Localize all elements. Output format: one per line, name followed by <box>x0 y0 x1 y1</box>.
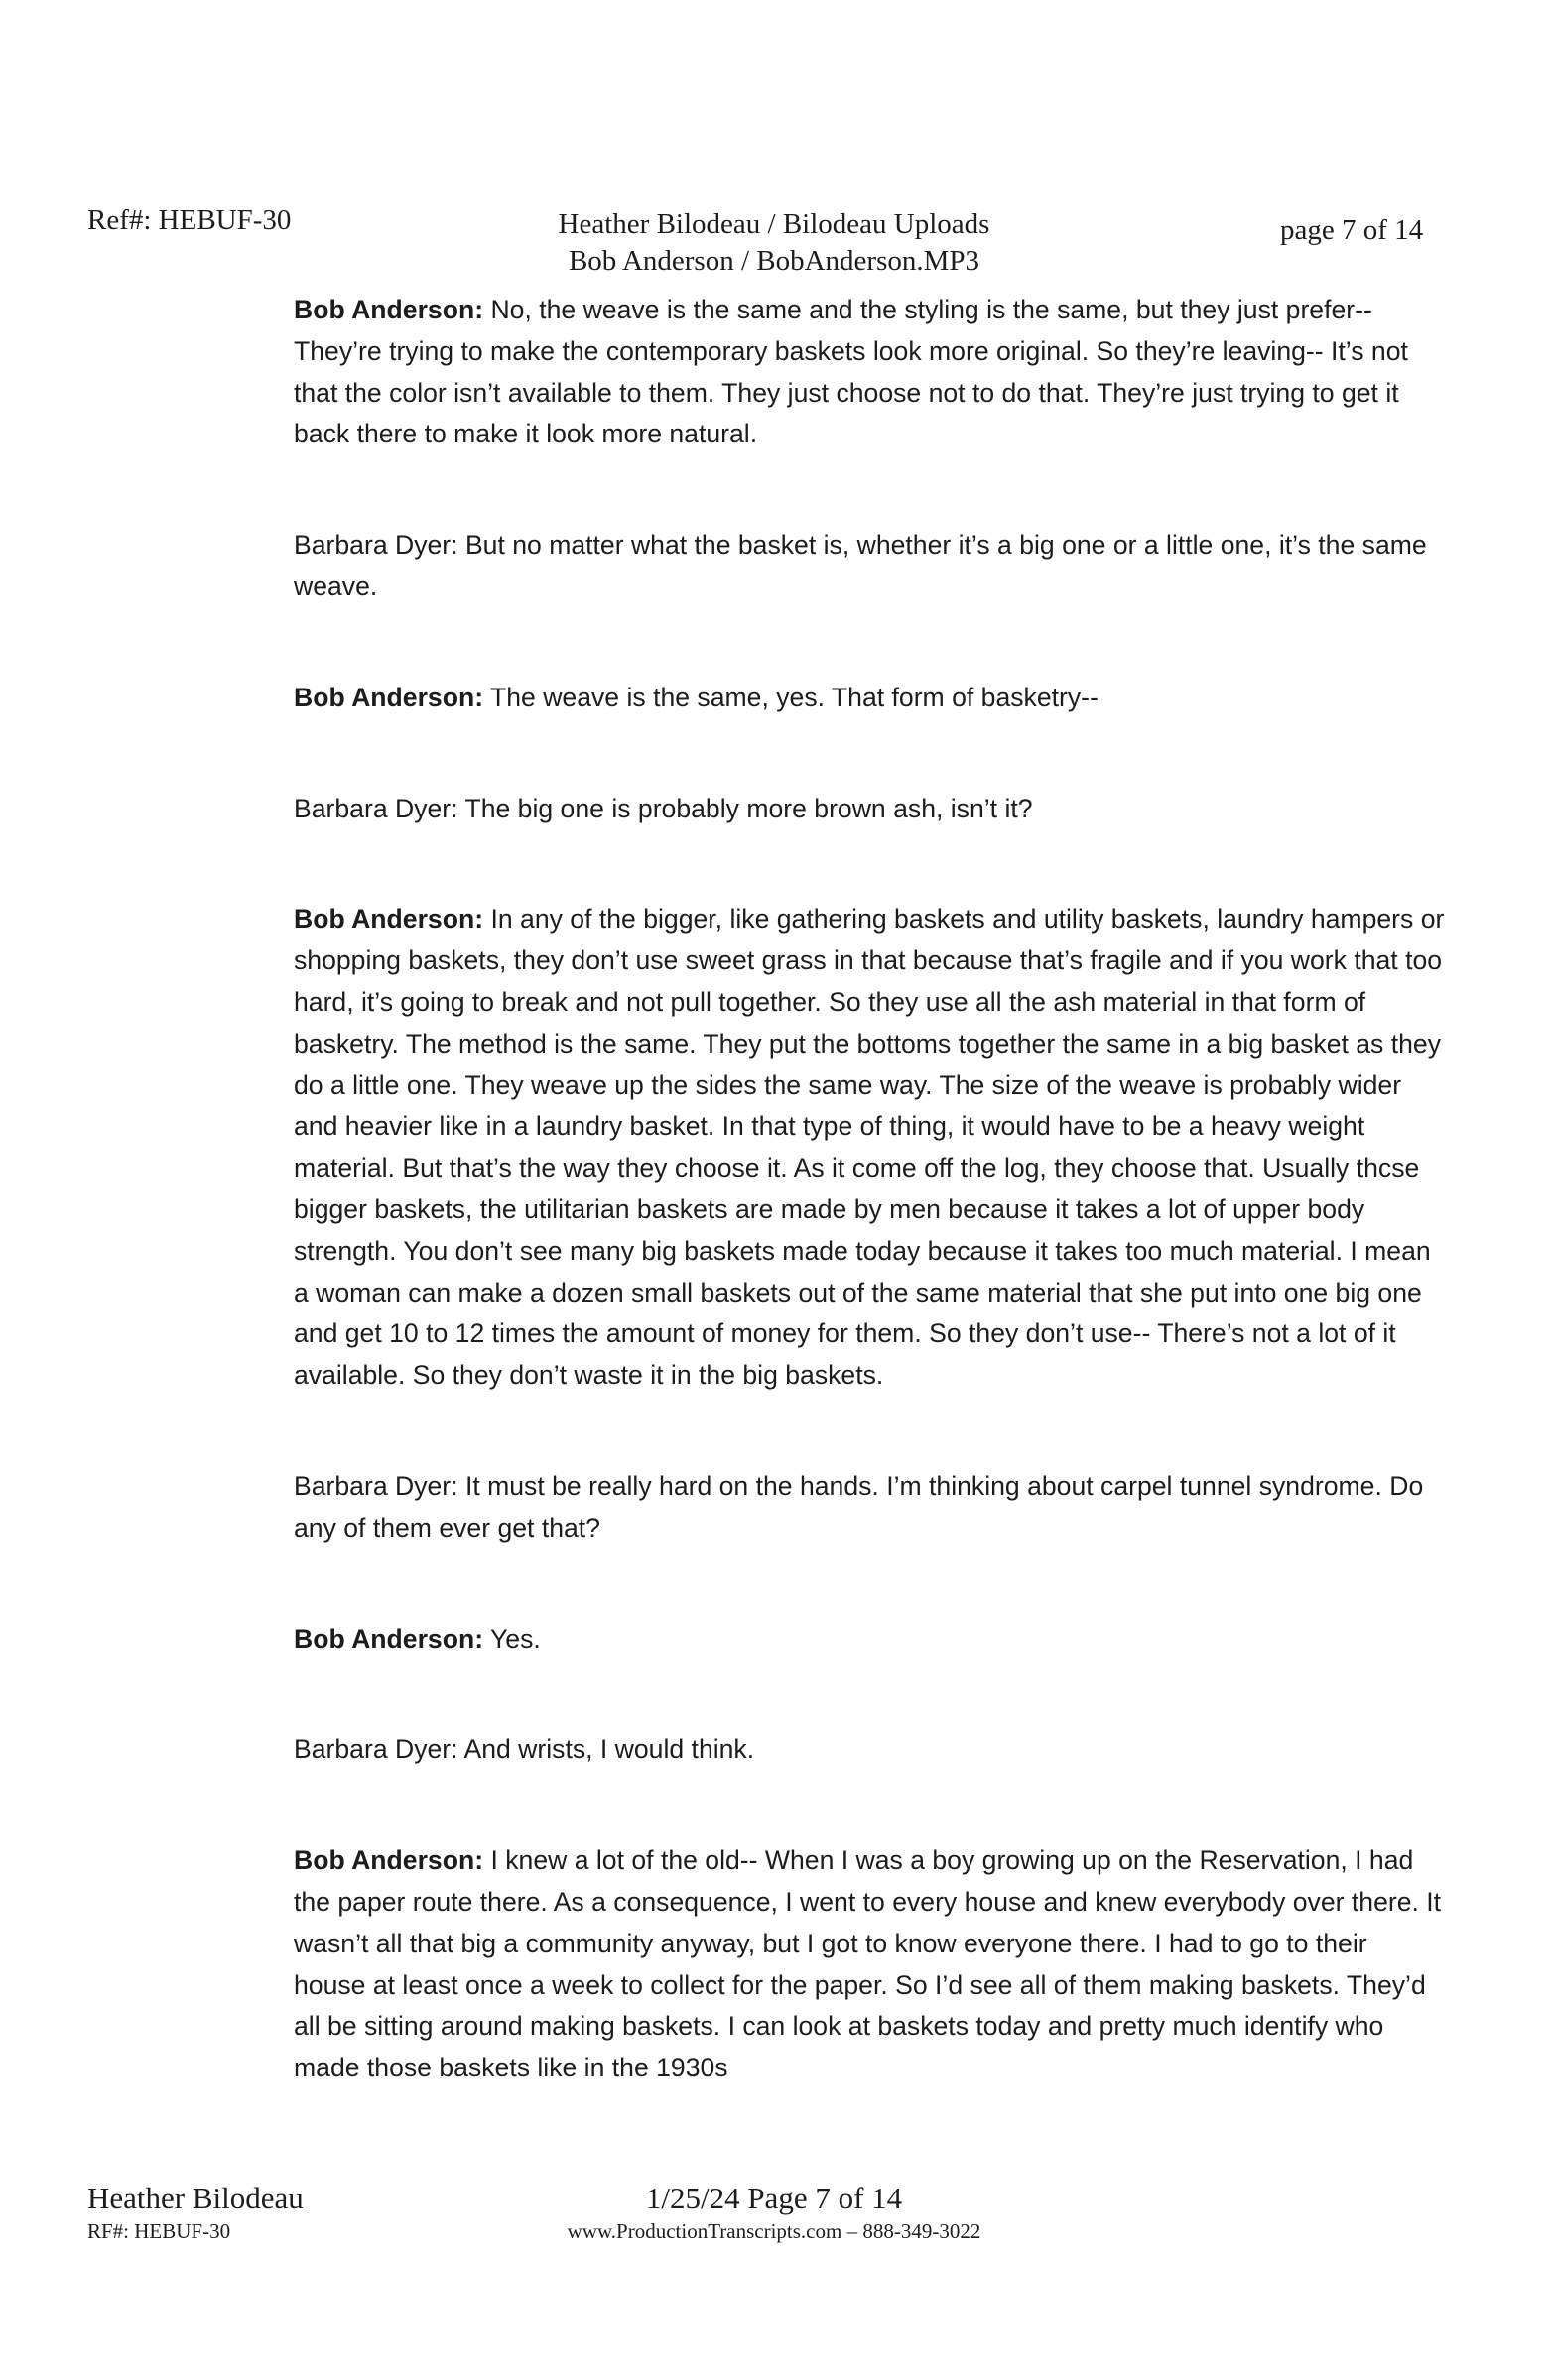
turn-text: The weave is the same, yes. That form of basketry-- <box>490 682 1099 712</box>
footer-name: Heather Bilodeau <box>87 2181 304 2215</box>
speaker-label: Barbara Dyer: <box>294 793 458 823</box>
transcript-turn <box>294 1840 1445 2089</box>
turn-text: No, the weave is the same and the styling is the same, but they just prefer-- They’re trying to make the contemporary baskets look more original. So they’re leaving-- It’s not that the color isn’t available to them. They just choose not to do that. They’re just trying to get it back there to make it look more natural. <box>294 295 1408 449</box>
footer-center <box>536 2181 1012 2246</box>
turn-text: It must be really hard on the hands. I’m thinking about carpel tunnel syndrome. Do any of them ever get that? <box>294 1470 1424 1543</box>
transcript-turn <box>294 899 1445 1397</box>
turn-text: The big one is probably more brown ash, isn’t it? <box>464 793 1033 823</box>
footer-ref: RF#: HEBUF-30 <box>87 2219 231 2243</box>
footer-site: www.ProductionTranscripts.com – 888-349-3022 <box>567 2219 981 2243</box>
speaker-label: Bob Anderson: <box>294 1845 484 1876</box>
header-ref: Ref#: HEBUF-30 <box>87 204 292 236</box>
turn-text: Yes. <box>490 1623 541 1654</box>
turn-text: And wrists, I would think. <box>463 1734 755 1765</box>
transcript-turn <box>294 1466 1445 1550</box>
transcript-turn <box>294 1729 1445 1771</box>
transcript-turn <box>294 789 1445 830</box>
speaker-label: Bob Anderson: <box>294 1623 484 1654</box>
footer-left <box>87 2181 304 2246</box>
speaker-label: Barbara Dyer: <box>294 1734 458 1765</box>
speaker-label: Barbara Dyer: <box>294 530 458 561</box>
transcript-turn <box>294 678 1445 719</box>
speaker-label: Bob Anderson: <box>294 904 484 935</box>
turn-text: But no matter what the basket is, whether it’s a big one or a little one, it’s the same weave. <box>294 530 1427 601</box>
header-title <box>536 206 1012 280</box>
speaker-label: Bob Anderson: <box>294 682 484 712</box>
transcript-turn <box>294 1619 1445 1661</box>
turn-text: In any of the bigger, like gathering baskets and utility baskets, laundry hampers or shopping baskets, they don’t use sweet grass in that because that’s fragile and if you work that too hard, it’s going to break and not pull together. So they use all the ash material in that form of basketry. The method is the same. They put the bottoms together the same in a big basket as they do a little one. They weave up the sides the same way. The size of the weave is probably wider and heavier like in a laundry basket. In that type of thing, it would have to be a heavy weight material. But that’s the way they choose it. As it come off the log, they choose that. Usually thcse bigger baskets, the utilitarian baskets are made by men because it takes a lot of upper body strength. You don’t see many big baskets made today because it takes too much material. I mean a woman can make a dozen small baskets out of the same material that she put into one big one and get 10 to 12 times the amount of money for them. So they don’t use-- There’s not a lot of it available. So they don’t waste it in the big baskets. <box>294 904 1445 1391</box>
transcript-turn <box>294 525 1445 608</box>
speaker-label: Bob Anderson: <box>294 295 484 324</box>
footer-date-page: 1/25/24 Page 7 of 14 <box>645 2181 903 2215</box>
transcript-turn <box>294 290 1445 455</box>
speaker-label: Barbara Dyer: <box>294 1470 458 1501</box>
transcript-body <box>294 290 1445 2159</box>
turn-text: I knew a lot of the old-- When I was a boy growing up on the Reservation, I had the paper route there. As a consequence, I went to every house and knew everybody over there. It wasn’t all that big a community anyway, but I got to know everyone there. I had to go to their house at least once a week to collect for the paper. So I’d see all of them making baskets. They’d all be sitting around making baskets. I can look at baskets today and pretty much identify who made those baskets like in the 1930s <box>294 1845 1442 2083</box>
header-line-1: Heather Bilodeau / Bilodeau Uploads <box>558 208 990 240</box>
header-line-2: Bob Anderson / BobAnderson.MP3 <box>568 245 980 277</box>
header-page-number: page 7 of 14 <box>1280 214 1424 246</box>
